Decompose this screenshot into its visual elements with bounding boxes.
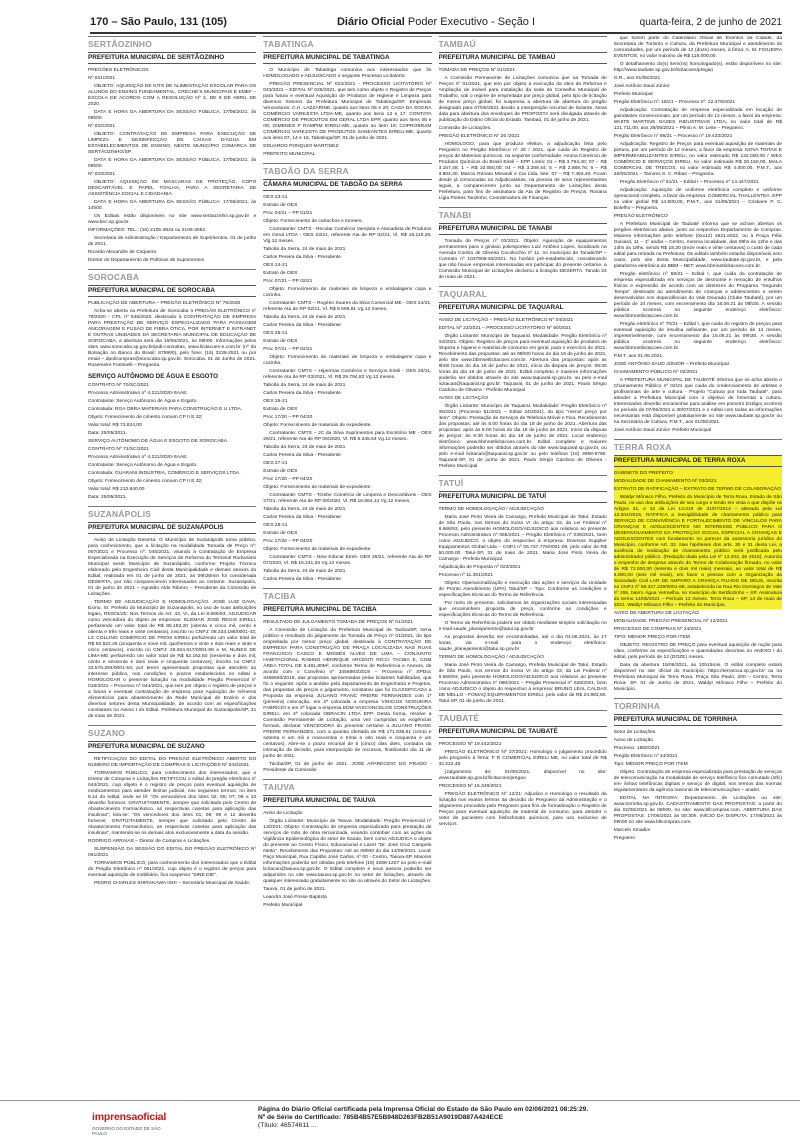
- entity-heading: PREFEITURA MUNICIPAL DE TANABI: [439, 223, 607, 235]
- paragraph: Extrato de OES: [263, 407, 298, 412]
- paragraph: Aviso de Licitação Deserta: O Município de Suzanápolis torna público, para conhecimento, que a licitação na modalidade Tomada de Preço nº: 007/2021 e Processo nº: 045/2021, visando à Contratação de Empresa Especializada na Execução de Serviços de Reforma do Terminal Rodoviário Municipal neste Município de Suzanápolis, conforme Projeto Técnico elaborado pelo Engenheiro Civil desta Municipalidade e demais anexos do Edital, realizada em 01 de junho de 2021, às 09h30min foi considerada DESERTA, por não comparecerem interessados ao certame. Suzanápolis, 01 de junho de 2021 – Agnaldo Aldo Ribeiro – Presidente da Comissão de Licitações.: [88, 537, 257, 597]
- paragraph: Por meio do presente, solicitamos às organizações sociais interessadas que encaminhem proposta de preço, conforme as condições e especificações técnicas do Termo de Referência.: [438, 601, 607, 618]
- entity-heading: PREFEITURA MUNICIPAL DE SERTÃOZINHO: [88, 52, 256, 64]
- paragraph: Objeto: Operacionalização e execução das ações e serviços da Unidade de Pronto Atendimento (UPA) Tatuí/SP – Tipo: Conforme as condições e especificações técnicas do Termo de Referência.: [438, 581, 607, 598]
- paragraph: Objeto: Fornecimento de materiais de limpeza e embalagens copa e cozinha.: [263, 355, 432, 366]
- section-heading: SOROCABA: [88, 269, 256, 282]
- paragraph: Objeto: Fornecimento de materiais de limpeza e embalagens copa e cozinha.: [263, 287, 432, 298]
- page-footer: [0, 1100, 800, 1141]
- paragraph: CHAMAMENTO PÚBLICO Nº 02/2021: [613, 370, 698, 375]
- paragraph: AVISO DE LICITAÇÃO – PREGÃO ELETRÔNICO Nº 04/2021: [438, 318, 574, 323]
- paragraph: Adjudicação: Contratação de empresa especializada em locação de guindastes convencionais, por um período de 12 meses, a favor da empresa: WHITE MARTINS GASES INDUSTRIAIS LTDA, no valor total de R$ 121.711,00, aos 28/05/2021 – Plinio A. M. Leite – Pregoeiro.: [613, 108, 782, 131]
- paragraph: Taboão da Serra, 24 de maio de 2021: [263, 569, 346, 574]
- paragraph: Pregão Eletrônico nº 24/2021: [613, 754, 678, 759]
- entity-heading: PREFEITURA MUNICIPAL DE TERRA ROXA: [614, 455, 782, 467]
- certification-text: [258, 1106, 588, 1130]
- paragraph: EXTRATO DE RATIFICAÇÃO – EXTRATO DE TERMO DE COLABORAÇÃO: [613, 487, 781, 492]
- paragraph: PREGÕES ELETRÔNICOS: [88, 68, 149, 73]
- paragraph: Objeto: Contratação de empresa especializada para prestação de serviços de telecomunicação na modalidade de serviço telefônico fixo comutado (stfc) em- linhas telefônicas digitais e serviço de digital, nos termos das normas regulamentares da agência nacional de telecomunicações – anatel.: [613, 770, 782, 793]
- section-heading: TAUBATÉ: [439, 710, 607, 723]
- paragraph: Carlos Pereira da Silva - Presidente: [263, 453, 341, 458]
- paragraph: RODRIGO ARRAIAS – Diretor de Compras e Licitações.: [88, 838, 211, 844]
- paragraph: Tipo: MENOR PREÇO POR ITEM: [613, 762, 688, 767]
- notice-body: [439, 318, 607, 470]
- paragraph: (Julgamento de: 01/06/2021, disponível no site: www.taubate.sp.gov.br/licitacoes/pregao: [438, 770, 607, 781]
- paragraph: Nº 031/2021: [88, 76, 116, 81]
- paragraph: Nº 032/2021: [88, 124, 116, 129]
- paragraph: Carlos Pereira da Silva - Presidente: [263, 255, 341, 260]
- paragraph: Valor total: R$ 213.840,00: [88, 486, 145, 492]
- paragraph: TORNAMOS PÚBLICO, para conhecimento dos interessados que o Edital do Pregão Eletrônico nº 061/2021, cujo objeto é o registro de preços para eventual aquisição de mobiliário, fica suspenso "SINE DIE".: [88, 860, 257, 878]
- column-2: [263, 36, 431, 1102]
- paragraph: TERMO DE ADJUDICAÇÃO E HOMOLOGAÇÃO. JOSÉ LUIZ GAVA, Exmo. Sr. Prefeito do Município de Suzanápolis, no uso de suas atribuições legais, RESOLVE: Nos Termos do Art. 43, VI, da Lei 8.666/93, ADJUDICAR como vencedora do objeto as empresas: ELEMAR JOSÉ REGIS EIRELI, perfazendo um valor total de R$ 85.183,20 (oitenta e cinco mil, cento e oitenta e três reais e vinte centavos), inscrito no CNPJ: 08.334.186/0001-43; LC COLLINO COMÉRCIO DE FRIOS EIRELI perfazendo um valor total de R$ 50.522,25 (cinquenta e nove mil, quinhentos e vinte e dois reais e vinte e cinco centavos), inscrito no CNPJ: 26.924.617/0001-88 e M. NUNES DE LIMA-ME perfazendo um valor total de R$ 62.162,50 (sessenta e dois mil, cento e sessenta e dois reais e cinquenta centavos), inscrito no CNPJ: 33.575.294/0001-54; por terem apresentado propostas que atendem ao interesse público, nos condições e prazos estabelecidos no edital e HOMOLOGAR o presente licitação na modalidade Pregão Presencial nº 016/2021 – Processo nº 044/2021, que tem por objeto o registro de preços e a futura e eventual contratação de empresa para Aquisição de Gêneros Alimentícios para abastecimento da Rede Municipal de Ensino e dos diversos setores desta Municipalidade, de acordo com as especificações constantes no Anexo I do Edital. Prefeitura Municipal de Suzanápolis/SP, 31 de maio de 2021.: [88, 599, 257, 719]
- paragraph: Carlos Pereira da Silva - Presidente: [263, 391, 341, 396]
- paragraph: OBJETO: REGISTRO DE PREÇO para eventual aquisição de ração para cães, conforme as especificações e quantidades descritas no ANEXO I do edital, pelo período de 12 (DOZE) meses.: [613, 643, 782, 660]
- paragraph: SUSPENSÃO DA SESSÃO DO EDITAL DO PREGÃO ELETRÔNICO Nº 061/2021: [88, 846, 257, 858]
- paragraph: José Antônio Saud Júnior- Prefeito Municipal: [613, 428, 712, 433]
- entity-heading: CÂMARA MUNICIPAL DE TABOÃO DA SERRA: [263, 179, 431, 191]
- notice-body: [263, 811, 431, 909]
- paragraph: Aviso de Licitação: [613, 738, 654, 743]
- paragraph: Contratante: CMTS – JC da Silva Suprimentos para Escritório ME - OES 26/21, referente Ata de RP 06/2020, Vl. R$ 6.245,64 Vg.12 meses.: [263, 431, 432, 442]
- paragraph: Pregoeiro: [613, 836, 635, 841]
- paragraph: Os Editais estão disponíveis no site www.sertaozinho.sp.gov.br e www.bec.sp.gov.br.: [88, 214, 257, 225]
- paragraph: Ricardo Alexandre de Cirqueira: [88, 250, 156, 255]
- section-heading: SUZANÁPOLIS: [88, 506, 256, 519]
- paragraph: que fazem parte do Calendário Oficial de Eventos da Cidade, da Secretaria de Turismo e Cultura, da Prefeitura Municipal e atendimento às comunidades, por um período de 12 (doze) meses, à firma: A. M. FIGUEIRA EVENTOS, no valor máximo de R$ 118.000,00.: [613, 36, 782, 59]
- paragraph: Objeto: Fornecimento de materiais de expediente.: [263, 485, 372, 490]
- paragraph: PREGÃO ELETRÔNICO Nº 12/21: Adjudico e Homologo o resultado da licitação nos exatos termos da decisão do Pregoeiro da Administração e o julgamento procedido pelo Pregoeiro para fins de formalização o Registro de Preços para eventual aquisição de material de consumo, para atender o setor de pacientes com bisfosfonato químicos, para uso exclusivo de serviços.: [438, 792, 607, 827]
- paragraph: Órgão Licitante: Município de Taiuva. Modalidade: Pregão Presencial nº 13/2021: Objeto: Contratação de empresa especializada para prestação de serviços de mão de obra terceirizada, visando contribuir com as ações da Vigilância Epidemiológica do setor de Saúde, bem como ADJUDICA o objeto do presente ao Centro Físico, Educacional e Lazer "Dr. José Cruz Campelo Netto". Recebimento das Propostas: Até as 09h00 do dia 14/06/2021. Local: Paço Municipal, Rua Capitão José Carlos, nº 00 - Centro, Taiuva-SP. Maiores informações poderão ser obtidas pelo telefone (16) 3268-1207 ou pelo e-mail licitacao@taiuva.sp.gov.br. O Edital completo e seus anexos poderão ser adquiridos no site www.taiuva.sp.gov.br no setor de licitações, através de qualquer interessado gratuitamente no site ou através do Setor de Licitações.: [263, 819, 432, 884]
- paragraph: Processo Administrativo nº 4.221/2020-SAAE.: [88, 390, 188, 396]
- logo-tagline: GOVERNO DO ESTADO DE SÃO PAULO: [92, 1126, 161, 1136]
- paragraph: DATA E HORA DA ABERTURA DA SESSÃO PÚBLICA: 17/06/2021, às 14h00.: [88, 200, 257, 211]
- paragraph: Adjudicação de Proposta nº 023/2021: [438, 565, 521, 570]
- paragraph: PREGÃO PRESENCIAL Nº 023/2021 - PROCESSO LICITATÓRIO Nº 043/2021 – EDITAL Nº 026/2021, que tem como objeto o Registro de Preços para futura e eventual Aquisição de Produtos de Higiene e Limpeza para diversos Setores da Prefeitura Municipal de Tabatinga/SP. Empresas Vencedoras: C.H. LAZZARINE, quanto aos itens 06 e 20; CASA DA SOGRA COMÉRCIO VAREJISTA LTDA-ME, quanto aos itens 13 e 17; CONTATA COMÉRCIO DE PRODUTOS EM GERAL LTDA EPP, quanto aos itens 05 e 09; GIMENES P RAMPIM EIRELI-ME, quanto ao item 19; COPROBRAM COMÉRCIO VAREJISTA DE PRODUTOS SANEANTES EIRELI-ME, quanto aos itens 07, 14 e 16. Tabatinga/SP, 01 de junho de 2021.: [263, 82, 432, 141]
- certification-line-1: Página do Diário Oficial certificada pela Imprensa Oficial do Estado de São Paulo em 02/06/2021 08:25:29.: [258, 1106, 589, 1113]
- journal-title: [90, 16, 782, 28]
- paragraph: Extrato de OES: [263, 531, 298, 536]
- notice-body: [614, 611, 782, 693]
- notice-body: [88, 68, 256, 264]
- entity-heading: PREFEITURA MUNICIPAL DE SUZANO: [88, 741, 256, 753]
- entity-heading: PREFEITURA MUNICIPAL DE TAUBATÉ: [439, 726, 607, 738]
- entity-heading: PREFEITURA MUNICIPAL DE TORRINHA: [614, 714, 782, 726]
- notice-body: [614, 471, 782, 609]
- paragraph: Taiuva, 01 de junho de 2021.: [263, 887, 327, 892]
- logo-wordmark: [92, 1111, 166, 1123]
- page-number: 170 – São Paulo, 131 (105): [90, 16, 227, 28]
- paragraph: OBJETO: AQUISIÇÃO DE MÁSCARAS DE PROTEÇÃO, COPO DESCARTÁVEL E PAPEL TOALHA, PARA A SECRETARIA DE ASSISTÊNCIA SOCIAL E CIDADANIA.: [88, 180, 257, 197]
- paragraph: Prefeito Municipal: [263, 903, 303, 908]
- highlighted-notice: [614, 455, 782, 609]
- column-1: [88, 36, 256, 1102]
- sub-heading: SERVIÇO AUTÔNOMO DE ÁGUA E ESGOTO: [88, 373, 218, 380]
- entity-heading: PREFEITURA MUNICIPAL DE SOROCABA: [88, 285, 256, 297]
- section-heading: TERRA ROXA: [614, 439, 782, 452]
- paragraph: Objeto: Fornecimento de materiais de expediente.: [263, 547, 372, 552]
- section-heading: TACIBA: [263, 588, 431, 601]
- section-heading: TABATINGA: [263, 36, 431, 49]
- paragraph: Taboão da Serra, 24 de maio de 2021: [263, 507, 346, 512]
- paragraph: A PREFEITURA MUNICIPAL DE TAUBATÉ informa que se acha aberto o Chamamento Público nº 02/21 que cuida do credenciamento de artistas e profissionais de arte e cultura - Projeto "Cultura por toda Taubaté", para atender a Prefeitura Municipal com o objetivo de fomentar a cultura. Interessados deverão encaminhar para análise em primeiro Estágio ocorrerá no período de 07/06/2021 a 30/07/2021 e o edital com todas as informações necessárias está disponível gratuitamente no site www.taubate.sp.gov.br ou na Secretaria de Cultura. P.M.T., aos 01/06/2021.: [613, 378, 782, 425]
- paragraph: TOMADA DE PREÇOS Nº 01/2021: [438, 68, 515, 73]
- paragraph: Extrato de OES: [263, 339, 298, 344]
- paragraph: Taboão da Serra, 24 de maio de 2021: [263, 383, 346, 388]
- paragraph: PUBLICAÇÃO DE ABERTURA – PREGÃO ELETRÔNICO Nº 79/2020: [88, 301, 241, 306]
- paragraph: Proc 07/21 – PP 02/21: [263, 347, 313, 352]
- paragraph: Proc 07/21 – PP 02/21: [263, 279, 313, 284]
- paragraph: PROCESSO Nº 19.442/2021: [438, 742, 502, 747]
- paragraph: PEDRO CHARLES SHIRAKAWA ISHI – Secretário Municipal de Saúde.: [94, 880, 251, 886]
- paragraph: OES 27-21: [263, 461, 288, 466]
- page-header: [90, 12, 782, 34]
- paragraph: OBJETO: AQUISIÇÃO DE KITS DE ALIMENTAÇÃO ESCOLAR PARA OS ALUNOS DO ENSINO FUNDAMENTAL, CRECHE'S MUNICIPAIS E EMEF – ESCOLA DE ACORDO COM A RESOLUÇÃO Nº 2, DE 9 DE ABRIL DE 2020.: [88, 84, 257, 107]
- page-date: quarta-feira, 2 de junho de 2021: [639, 16, 782, 28]
- paragraph: A Comissão de Licitação da Prefeitura Municipal de Taciba/SP, torna público o resultado do julgamento da Tomada de Preço nº 01/2021, do tipo empreitada por menor preço global, destinada à CONTRATAÇÃO DE EMPRESA PARA CONSTRUÇÃO DE PRAÇA LOCALIZADA NAS RUAS FRANCISCO CASCO E MOISÉS ALVES DE LIMA – CONJUNTO HABITACIONAL RABINO HENRIQUE ARCENTI RICCI TACIBA E, COM ÁREA TOTAL DE 6.481,80M², conforme Termo de Referência e Anexos, de acordo com o Convênio nº 3456693/2019 – Processo nº SPDoc 3456693/2019, das propostas apresentadas pelas licitantes habilitadas, que foi o seguinte: Após a análise pela departamento de Engenharia e Projetos, das propostas de preços e julgamento, constatou que foi CLASSIFICADA a Proposta da empresa JULIANO FRANC FREIRE FERNANDES com 1ª (primeira) colocação, em 2ª colocada a empresa VINICIUS NOGUEIRA FABRÍCIO e em 3ª lugar a empresa EDM VASCONCELOS CONSTRUÇÕES EIRELI, em 4ª colocada OBRACIN LTDA EPP. Desta forma, resolve a Comissão Permanente de Licitação, uma vez cumpridas as exigências formais, declarar VENCEDORA do presente certame a JULIANO FRANC FREIRE FERNANDES, com a quantia ofertada de R$ 171.938,51 (cento e setenta e um mil e novecentos e trinta e oito reais e cinquenta e um centavos). Abre-se o prazo recursal de 5 (cinco) dias úteis, contados da intimação da decisão, para interposição de recursos, finalizando dia 11 de junho de 2021.: [263, 628, 432, 759]
- paragraph: DATA E HORA DA ABERTURA DA SESSÃO PÚBLICA: 17/06/2021, às 09h00.: [88, 110, 257, 121]
- paragraph: Carlos Pereira da Silva - Presidente: [263, 323, 341, 328]
- paragraph: JOSÉ ANTÔNIO SAUD JÚNIOR – Prefeito Municipal.: [613, 362, 731, 367]
- notice-body: [614, 730, 782, 842]
- paragraph: PREGÃO ELETRÔNICO Nº 26 /2021: [438, 134, 520, 139]
- paragraph: AVISO DE ABERTURA DE LICITAÇÃO: [613, 611, 699, 616]
- paragraph: Taboão da Serra, 24 de maio de 2021: [263, 445, 346, 450]
- paragraph: Objeto: Fornecimento de cimento comum CP II E 32;: [88, 478, 203, 484]
- paragraph: Pregão Eletrônico nº 61/21 – Edital I – Processo nº 14.447/2021: [619, 180, 759, 185]
- paragraph: Contratante: Serviço Autônomo de Água e Esgoto.: [88, 398, 198, 404]
- paragraph: EDITAL NA ÍNTEGRA: Departamento de Licitações ou site: www.torrinha.sp.gov.br. CADASTRAMENTO DAS PROPOSTAS: a partir do dia 02/06/2021 às 08h00, no site: www.bllcompras.com. ABERTURA DAS PROPOSTAS: 17/06/2021 às 08:30h. INÍCIO DA DISPUTA: 17/06/2021 às 09h00 no site www.bllcompras.com.: [613, 796, 782, 825]
- paragraph: Adjudicação: Aquisição de uniforme eletrônica completo e uniforme operacional completo, a favor da empresa: COMERCIAL THALLENTEA, EPP no valor global R$ 14.500,00, P.M.T., aos 31/05/2021 – Cristiane P. C. Botelho – Pregoeira.: [613, 188, 782, 211]
- notice-body: [88, 383, 256, 501]
- paragraph: Extrato de OES: [263, 469, 298, 474]
- paragraph: Adjudicação: Registro de Preços para eventual aquisição de materiais de pintura, por um período de 12 meses, a favor da empresa: NOVA TINTAS E IMPERMEABILIZANTES EIRELI, no valor estimado R$ 132.000,00 / WEX COMÉRCIO E SERVIÇOS EIRELI, no valor estimado R$ 20.150,00. MALA COMERCIAL DE TRECOS, no valor estimado R$ 4.000,00, P.M.T., aos 26/05/2021 – Tamires S. C. Ribas – Pregoeira.: [613, 142, 782, 177]
- paragraph: Taciba/SP, 01 de junho de 2021. JOSÉ APARECIDO DO PRADO - Presidente da Comissão: [263, 762, 432, 773]
- entity-heading: PREFEITURA MUNICIPAL DE TATUÍ: [439, 491, 607, 503]
- paragraph: Data: 25/05/2021.: [88, 494, 127, 500]
- paragraph: MODALIDADE: PREGÃO PRESENCIAL Nº 12/2021: [613, 619, 728, 624]
- paragraph: Secretaria de Administração / Departamento de Suprimentos, 01 de junho de 2021.: [88, 236, 257, 247]
- paragraph: Contratante: CMTS – Rogério Soares da Silva Comercial ME - OES 24/21, referente Ata de RP 02/21, Vl. R$ 8.595,91 Vg.12 meses.: [263, 301, 432, 312]
- journal-name: Diário Oficial: [336, 16, 405, 28]
- column-3: [439, 36, 607, 1102]
- notice-body: [439, 742, 607, 828]
- paragraph: Acha-se aberta na Prefeitura de Sorocaba o PREGÃO ELETRÔNICO nº 79/2020 - CPL nº 546/2020, destinado à CONTRATAÇÃO DE EMPRESA PARA PRESTAÇÃO DE SERVIÇO ESPECIALIZADO PARA PASSAGEM ANCORAGEM E FUSÃO DE FIBRA ÓTICA, POR INTERNET E INTRANET E OUTRAS UNIDADES DA SECRETARIA MUNICIPAL DE EDUCAÇÃO DE SOROCABA, a abertura será dia 16/06/2021, às 09h00. Informações pelos sites www.sorocaba.sp.gov.br/pub-consultas, www.licitacoes-e.com.br (nº do Bolsação no Banco do Brasil: 875990), pelo fone: (15) 3238-2521 ou por email – dpolicompras@sorocaba.sp.gov.br. Sorocaba, 01 de Junho de 2021. Rosemeire Fontinelli – Pregoeira.: [88, 309, 257, 368]
- paragraph: O Município de Tabatinga comunica aos interessados que foi HOMOLOGADO e ADJUDICADO o seguinte Processo Licitatório:: [263, 68, 432, 79]
- entity-heading: PREFEITURA MUNICIPAL DE TACIBA: [263, 604, 431, 616]
- paragraph: OES 26-21: [263, 399, 288, 404]
- notice-body: [88, 538, 256, 720]
- paragraph: Taboão da Serra, 24 de maio de 2021: [263, 247, 346, 252]
- paragraph: EDITAL Nº 23/2021 – PROCESSO LICITATÓRIO Nº 50/2021: [438, 326, 571, 331]
- section-heading: TATUÍ: [439, 475, 607, 488]
- paragraph: Pregão Eletrônico nº: 18/21 – Processo nº: 22.476/2021: [613, 100, 736, 105]
- section-heading: TORRINHA: [614, 698, 782, 711]
- entity-heading: PREFEITURA MUNICIPAL DE TAIUVA: [263, 795, 431, 807]
- certification-line-3: (Título: 46574611 ...: [258, 1122, 317, 1129]
- paragraph: TIPO: MENOR PREÇO POR ITEM: [613, 635, 690, 640]
- entity-heading: PREFEITURA MUNICIPAL DE SUZANÁPOLIS: [88, 522, 256, 534]
- paragraph: Setor de Licitações: [613, 730, 656, 735]
- paragraph: SERVIÇO AUTÔNOMO DE ÁGUA E ESGOTO DE SOROCABA.: [88, 438, 229, 444]
- paragraph: TORNAMOS PÚBLICO, para conhecimento dos interessados, que o Diretor de Compras e Licitações RETIFICOU o edital do pregão eletrônico nº 044/2021, cujo objeto é o registro de preços para eventual aquisição de medicamentos para atender liminar judicial, nos seguintes termos: no item 8.14 do edital, onde se lê: "Os vencedores dos lotes 02; 05; 07; 06 e 10 deverão fornecer, GRATUITAMENTE, sempre que solicitado pelo Centro de Abastecimento Farmacêutico, as respectivas canetas para aplicação das insulinas"; leia-se: "Os vencedores dos itens 01; 06; 09 e 12 deverão fornecer, GRATUITAMENTE, sempre que solicitado pelo Centro de Abastecimento Farmacêutico, as respectivas canetas para aplicação das insulinas", mantendo-se os demais atos exclusivamente a data da sessão.: [88, 770, 257, 836]
- section-heading: TABOÃO DA SERRA: [263, 163, 431, 176]
- paragraph: PROCESSO Nº 15.349/2021: [438, 784, 502, 789]
- paragraph: GABINETE DO PREFEITO: [613, 471, 673, 476]
- paragraph: Taboão da Serra, 24 de maio de 2021: [263, 315, 346, 320]
- column-4: [614, 36, 782, 1102]
- section-heading: TANABI: [439, 207, 607, 220]
- paragraph: Contratante: CMTS - New Educar Eireli- OES 28/21, referente Ata de RP 07/2020, Vl. R$ 15.241,25 Vg.12 meses.: [263, 555, 432, 566]
- paragraph: PREGÃO ELETRÔNICO Nº 37/2021: Homologo o julgamento procedido pelo pregoeiro à firma: F R COMERCIAL EIRELI ME, no valor total de R$ 32.222,48.: [438, 750, 607, 767]
- paragraph: Objeto: Fornecimento de materiais de expediente.: [263, 423, 372, 428]
- paragraph: CONTRATO Nº 71/SC/2021: [88, 446, 149, 452]
- paragraph: DATA E HORA DA ABERTURA DA SESSÃO PÚBLICA: 17/06/2021, às 09h00.: [88, 158, 257, 169]
- paragraph: Data: 25/05/2021.: [88, 430, 127, 436]
- paragraph: Processo nº 11.391/2021: [438, 573, 493, 578]
- paragraph: Data da abertura 15/06/2021, às 10h15min. O edital completo estará disponível no site oficial do município: https://terraroxa.sp.gov.br/ ou na Prefeitura Municipal de Terra Roxa, Praça São Paulo, 200 – Centro, Terra Roxa- SP. 01 de Junho de 2021. Waldyr Mônaco Filho – Prefeito do Município.: [613, 663, 782, 692]
- paragraph: Extrato de OES: [263, 271, 298, 276]
- journal-section: Poder Executivo - Seção I: [407, 16, 536, 28]
- paragraph: PROCESSO DE COMPRAS Nº 24/2021: [613, 627, 702, 632]
- paragraph: OES 23-21: [263, 195, 288, 200]
- paragraph: INFORMAÇÕES: TEL.: (16) 2105-3844 ou 2105-3052.: [88, 228, 207, 233]
- notice-body: [263, 195, 431, 583]
- paragraph: OES 28-21: [263, 523, 288, 528]
- paragraph: HOMOLOGO, para que produza efeitos, a adjudicação feita pelo Pregoeiro no Pregão Eletrônico nº 26 / 2021, que cuida do Registro de preços de Materiais químicos, na seguinte conformidade: Amma Comércio de Produtos Químicos do Brasil Eireli – EPP Lotes: 01 – R$ 3.794,40; 07 – R$ 3.157,48; 1 – R$ 10.050,00; 04 – R$ 3.289,44; 5 – R$ 2.869,76; 6 – R$ 3.804,30. Marcio Renato Morandi e Cia Ltda, lote: 07 – R$ 7.493,40. Ficam desde já convocadas as Adjudicatárias, na pessoa de seus representantes legais, a comparecerem junto ao Departamento de Licitações desta Prefeitura, para fins de assinatura da Ata de Registro de Preços. Rosana Lígia Pontes Tauzinho, Coordenadora de Finanças.: [438, 142, 607, 201]
- paragraph: PREGÃO ELETRÔNICO: [613, 214, 668, 219]
- paragraph: O Termo de Referência poderá ser obtido mediante simples solicitação no e-mail saude_planejamento@tatui.sp.gov.br: [438, 621, 607, 632]
- paragraph: Contratante: CMTS - Recolar Comércio Varejista e Atacadista de Produtos em Geral LTDA - OES 23/21, referente Ata de RP 02/21, Vl. R$ 15.119,28, Vlg.12 meses.: [263, 227, 432, 244]
- paragraph: EDUARDO PONQUIO MARTINEZ: [263, 144, 339, 149]
- paragraph: Carlos Pereira da Silva - Presidente: [263, 577, 341, 582]
- paragraph: Contratada: RGA OBRA MATERIAIS PARA CONSTRUÇÃO E U LTDA.: [88, 406, 243, 412]
- certification-line-2: Nº de Série do Certificado: 785B4B57E5B948D263FB2B51A9019D887A424ECE: [258, 1114, 504, 1121]
- paragraph: Maria José Pinto Vieira de Camargo, Prefeita Municipal de Tatuí, Estado de São Paulo, nos termos do inciso VI do artigo 43, da Lei Federal nº 8.666/93, pelo presente HOMOLOGO/ADJUDICO aos relativos ao presente Processo Administrativo nº 090/2021 – Pregão Presencial nº 028/2021, bem como ADJUDICO o objeto do respectivo à empresa: BRUNO LEAL CALDAS DE MELLO - FOMAQ EQUIPAMENTOS EIRELI, pelo valor de R$ 24.983,50. Tatuí-SP, 01 de junho de 2021.: [438, 663, 607, 704]
- paragraph: G.R., aos 01/06/2021: [613, 76, 661, 81]
- paragraph: Prefeito Municipal: [613, 92, 653, 97]
- paragraph: Contratante: CMTS - Trzebe Comércio de Limpeza e Descartáveis - OES 27/21, referente Ata de RP 08/2020, Vl. R$ 16.864,14 Vg.12 meses.: [263, 493, 432, 504]
- paragraph: PREFEITO MUNICIPAL: [263, 152, 316, 157]
- imprensa-oficial-logo: [92, 1107, 172, 1135]
- paragraph: Proc 17/20 – PP 04/20: [263, 539, 313, 544]
- paragraph: RESULTADO DE JULGAMENTO TOMADA DE PREÇOS Nº 01/2021: [263, 620, 413, 625]
- paragraph: Pregão eletrônico nº 70/21 – Edital I, que cuida do registro de preços para eventual aquisição de insulina asfixiante, por um período de 12 meses, impreterivelmente, com encerramento dia 16.06.21 às 09h30. A sessão pública ocorrerá no seguinte endereço eletrônico: www.bbmnetlicitacoes.com.br.: [613, 322, 782, 351]
- section-heading: SUZANO: [88, 725, 256, 738]
- paragraph: AVISO DE LICITAÇÃO: [438, 396, 489, 401]
- paragraph: Processo: 1560/2021: [613, 746, 660, 751]
- paragraph: Tomada de Preços nº 03/2021. Objeto: Aquisição de equipamentos permanentes para o ginásio poliesportivo Luiz Antônio Lopes, localizado na Avenida Comilo de Oliveira Cocolicchio nº 11, no município de Tanabi/SP – Contrato nº 1037906-63/2021. No horário pré-estabelecido, considerando que não houve empresas interessadas em participar do presente certame, a Comissão Municipal de Licitações declarou a licitação DESERTA. Tanabi 24 de maio de 2021.: [438, 239, 607, 280]
- paragraph: Valor total: R$ 73.824,00: [88, 422, 142, 428]
- paragraph: TERMO DE HOMOLOGAÇÃO / ADJUDICAÇÃO: [438, 507, 544, 512]
- paragraph: A Comissão Permanente de Licitações comunica que na Tomada de Preços nº 01/2021, que tem por objeto a execução da obra de Reforma e Ampliação de imóvel para instalação da sede do Conselho Municipal de Trabalho, sob o regime de empreitada por preço global, pelo tipo de licitação de menor preço global, foi suspensa a abertura de abertura do pregão designado para 07/06/2021 devido a interposição recursal de licitante. Nova data para abertura dos envelopes de PROPOSTA será divulgada através de publicação do Diário Oficial do Estado. Tambaú, 01 de junho de 2021.: [438, 76, 607, 123]
- paragraph: Diretor do Departamento de Políticas de Suprimentos: [88, 258, 205, 263]
- logo-word-b: oficial: [137, 1111, 167, 1123]
- paragraph: Pregão Eletrônico nº 86/21 – Processo nº 19.433/2021: [613, 134, 733, 139]
- section-heading: TAQUARAL: [439, 286, 607, 299]
- section-heading: SERTÃOZINHO: [88, 36, 256, 49]
- notice-body: [439, 68, 607, 202]
- paragraph: OES 24-21: [263, 263, 288, 268]
- notice-body: [439, 507, 607, 705]
- paragraph: RETIFICAÇÃO DO EDITAL DO PREGÃO ELETRÔNICO ABERTO DO NÚMERO DE IMPORTAÇÃO DE COMPRAS E LICITAÇÕES Nº 044/2021: [88, 756, 257, 768]
- section-heading: TAMBAÚ: [439, 36, 607, 49]
- entity-heading: PREFEITURA MUNICIPAL DE TAQUARAL: [439, 302, 607, 314]
- paragraph: Processo Administrativo nº 4.221/2020-SAAE.: [88, 454, 188, 460]
- logo-word-a: imprensa: [92, 1111, 138, 1123]
- paragraph: Comissão de Licitações.: [438, 126, 492, 131]
- notice-body: [439, 239, 607, 281]
- paragraph: Aviso de Licitação: [263, 811, 303, 816]
- paragraph: Contratada: GUARANI INDÚSTRIA, COMÉRCIO E SERVIÇOS LTDA.: [88, 470, 241, 476]
- section-heading: TAIUVA: [263, 779, 431, 792]
- paragraph: OBJETO: CONTRATAÇÃO DE EMPRESA PARA EXECUÇÃO DE LIMPEZA E DESINFECÇÃO DE CAIXAS D'ÁGUA EM ESTABELECIMENTOS DE ENSINO, NESTE MUNICÍPIO COMARCA DE SERTÃOZINHO/SP.: [88, 132, 257, 155]
- paragraph: As propostas deverão ser encaminhadas, até o dia 04.06.2021, às 17 horas, via e-mail para o endereço eletrônico: saude_planejamento@tatui.sp.gov.br: [438, 635, 607, 652]
- paragraph: Órgão Licitante: Município de Taquaral. Modalidade: Pregão Eletrônico nº 05/2021 (Processo 51/2021 – Edital 24/2021), do tipo "menor preço por item". Objeto: Prestação de Serviços de Telefonia Móvel e Fixa. Recebimento das propostas: até às 8.00 horas do dia 18 de junho de 2021. Abertura das propostas: após às 8.00 horas do dia 18 de junho de 2021. Início da disputa de preços: às 8:30 horas do dia 18 de junho de 2021. Local endereço eletrônico: www.bbmnetlicitacoes.com.br. Edital completo e maiores informações poderão ser obtidos através do site www.taquaral.sp.gov.br, ou pelo e-mail licitacao@taquaral.sp.gov.br ou pelo telefone (16) 3958-9760. Taquaral-SP, 01 de junho de 2021. Paulo Sérgio Cardoso de Oliveira - Prefeito Municipal: [438, 404, 607, 469]
- columns: [88, 36, 782, 1102]
- paragraph: Leandro José Posse Baptista: [263, 895, 327, 900]
- paragraph: MODALIDADE DE CHAMAMENTO Nº 03/2021: [613, 479, 717, 484]
- paragraph: Contratante: CMTS – Hipermax Comércio e Serviços Eireli - OES 25/21, referente Ata de RP 03/2021, Vl. R$ 29.794,83 Vg.12 meses.: [263, 369, 432, 380]
- paragraph: Maria José Pinto Vieira de Camargo, Prefeita Municipal de Tatuí, Estado de São Paulo, nos termos do inciso VI do artigo 43, da Lei Federal nº 8.666/93, pelo presente HOMOLOGO/ADJUDICO aos relativos ao presente Processo Administrativo nº 066/2021 – Pregão Eletrônico nº 036/2021, bem como ADJUDICO, o objeto do respectivo à empresa: Diversos Supplier Equipamentos Global Ltda – CNPJ nº 05.737.776/0001-09, pelo valor de R$ 50.000,00. Tatuí-SP, 31 de maio de 2021. Maria José Pinto Vieira de Camargo - Prefeita Municipal.: [438, 515, 607, 562]
- paragraph: A Prefeitura Municipal de Taubaté informa que se acham abertos os pregões eletrônicos abaixo, junto ao respectivo Departamento de Compras. Maiores informações pelo telefone (0xx12) 3621.6022, ou à Praça Félix Guisard, 11 – 1º andar – Centro, mesma localidade, das 08hs às 12hs e das 14hs às 18hs, sendo R$ 18,20 (treze reais e vinte centavos) o custo de cada edital para retirada na Prefeitura. Os editais também estarão disponíveis sem custo, pelo site desta Municipalidade, www.taubate.sp.gov.br, e pela plataforma eletrônica do BBM – NET: www.bbmnetlicitacoes.com.br.: [613, 222, 782, 269]
- paragraph: Proc 17/20 – PP 04/20: [263, 477, 313, 482]
- entity-heading: PREFEITURA MUNICIPAL DE TAMBAÚ: [439, 52, 607, 64]
- paragraph: José Antônio Saud Júnior: [613, 84, 670, 89]
- paragraph: OES 25-21: [263, 331, 288, 336]
- paragraph: P.M.T. aos 01.06.2021,: [613, 354, 664, 359]
- paragraph: Carlos Pereira da Silva - Presidente: [263, 515, 341, 520]
- notice-body: [88, 301, 256, 369]
- paragraph: Objeto: Fornecimento de cimento comum CP II E 32;: [88, 414, 203, 420]
- paragraph: O detalhamento do(s) item(ns) homologado(s), estão disponíveis no site: http://www.taubate.sp.gov.br/licitacoes/pregao: [613, 62, 782, 73]
- notice-body: [614, 36, 782, 434]
- paragraph: Marcelo Smadim: [613, 828, 651, 833]
- notice-body: [263, 620, 431, 774]
- paragraph: Proc 17/20 – PP 04/20: [263, 415, 313, 420]
- paragraph: Objeto: Fornecimento de cartuchos e tonners.: [263, 219, 363, 224]
- paragraph: TERMO DE HOMOLOGAÇÃO / ADJUDICAÇÃO: [438, 655, 544, 660]
- entity-heading: PREFEITURA MUNICIPAL DE TABATINGA: [263, 52, 431, 64]
- paragraph: Extrato de OES: [263, 203, 298, 208]
- paragraph: Waldyr Mônaco Filho, Prefeito do Município de Terra Roxa, Estado de São Paulo, no uso das atribuições de seu cargo e tendo em vista o que dispõe os Artigos 31, e 32 da Lei 13.019 de 31/07/2014 – alterada pela Lei 13.204/2015, RATIFICA a inexigibilidade de chamamento público para SERVIÇO DE CONVIVÊNCIA E FORTALECIMENTO DE VÍNCULOS PARA CRIANÇAS E ADOLESCENTES NO INTERESSE PÚBLICO PARA O DESENVOLVIMENTO DA PROTEÇÃO SOCIAL ESPECIAL A CRIANÇAS E ADOLESCENTES com fundamento no parecer da assessoria jurídica do Município, conforme Art. 32. Nas hipóteses dos arts. 30 e 31 desta Lei, a ausência de realização de chamamento público será justificada pelo administrador público. (Redação dada pela Lei nº 13.204, de 2015). Autoriza o empenho de despesa através do Termo de Colaboração firmado, no valor de R$ 72.000,00 (setenta e dois mil reais) mensais, ao valor total de R$ 6.000,00 (seis mil reais), em favor a pessoa com a Organização da Sociedade Civil LAR DE AMPARO A CRIANÇA FILHOS DE DEUS, inscrita no CNPJ nº 68.327.229/0001-68, estabelecida na Rua Rio Domingos de Vale nº 255, bairro Água Vermelha, no município de Sertãozinho – SP. Assinatura do termo 14/05/2021 – Período 12 meses. Terra Roxa – SP, 14 de maio de 2021. Waldyr Mônaco Filho – Prefeito do Município.: [613, 495, 782, 608]
- paragraph: Pregão eletrônico nº 59/21 – Edital I, que cuida da contratação de empresa especializada em serviços de desmonte e remoção de entulhos físicos e expressão de acordo com as diretrizes do Programa "Segundo Tempo" destinado ao atendimento de crianças e adolescentes e serem desenvolvidos nos dependências do Vale Dourado (Clube Taubaté), por um período de 10 meses, com encerramento dia 16.06.21 às 08h30. A sessão pública ocorrerá no seguinte endereço eletrônico: www.bbmnetlicitacoes.com.br.: [613, 272, 782, 319]
- paragraph: CONTRATO Nº 70/SC/2021: [88, 382, 149, 388]
- paragraph: Contratante: Serviço Autônomo de Água e Esgoto.: [88, 462, 198, 468]
- notice-body: [263, 68, 431, 158]
- paragraph: Nº 033/2021: [88, 172, 116, 177]
- paragraph: Órgão Licitante: Município de Taquaral. Modalidade: Pregão Eletrônico nº 04/2021. Objeto: Registro de preços para eventual aquisição de produtos de limpeza e higiene e material de consumo em geral, para o exercício de 2021. Recebimento das propostas: até as 08h00 horas do dia 16 de junho de 2021, pelo site www.bbmnetlicitacoes.com.br. Abertura das propostas: após as 8h00 horas do dia 16 de junho de 2021, início da disputa de preços: 08:30 horas do dia 16 de junho de 2021. Edital completo e maiores informações poderão ser obtidos através do site www.taquaral.sp.gov.br, ou pelo e-mail licitacao@taquaral.sp.gov.br. Taquaral, 01 de junho de 2021. Paulo Sérgio Cardoso de Oliveira - Prefeito Municipal: [438, 334, 607, 393]
- notice-body: [88, 757, 256, 887]
- paragraph: Proc 04/21 – PP 01/21: [263, 211, 313, 216]
